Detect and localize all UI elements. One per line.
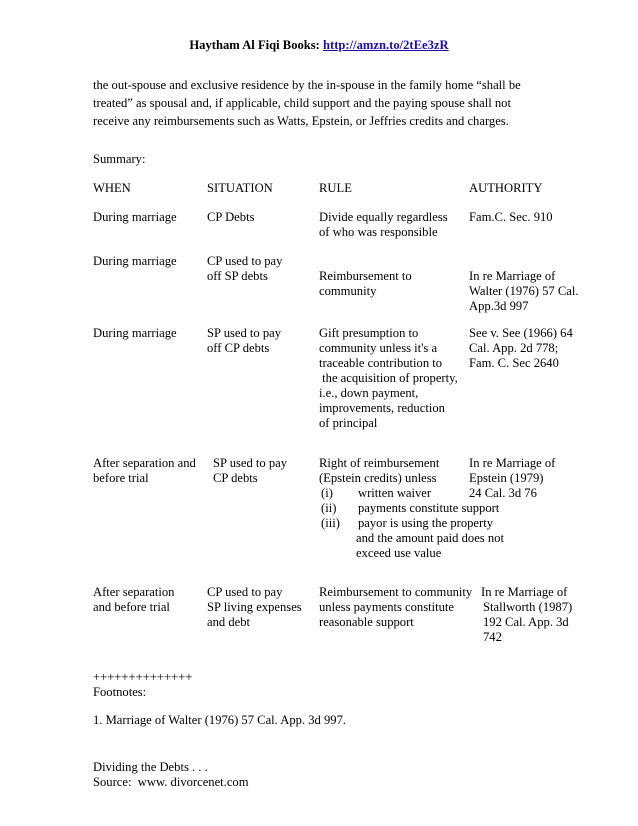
cell-authority: In re Marriage of [481,585,568,599]
header-label: Haytham Al Fiqi Books: [189,38,324,52]
cell-when: During marriage [93,326,177,340]
intro-line: treated” as spousal and, if applicable, child support and the paying spouse shall not [93,96,511,110]
cell-rule: reasonable support [319,615,414,629]
header-when: WHEN [93,181,131,195]
cell-when: During marriage [93,254,177,268]
cell-situation: CP debts [213,471,258,485]
separator-line: ++++++++++++++ [93,670,193,684]
cell-rule: unless payments constitute [319,600,455,614]
cell-situation: CP used to pay [207,254,283,268]
cell-situation: off SP debts [207,269,268,283]
cell-rule: Right of reimbursement [319,456,440,470]
footnote-item: 1. Marriage of Walter (1976) 57 Cal. App. 3d 997. [93,713,347,727]
cell-situation: and debt [207,615,251,629]
cell-rule: community [319,284,377,298]
rule-list-num: (ii) [321,501,337,515]
cell-when: before trial [93,471,149,485]
footer-title: Dividing the Debts . . . [93,760,208,774]
cell-rule: i.e., down payment, [319,386,419,400]
cell-authority: 742 [483,630,502,644]
cell-authority: Epstein (1979) [469,471,544,485]
cell-rule: (Epstein credits) unless [319,471,437,485]
header-authority: AUTHORITY [469,181,543,195]
cell-rule: and the amount paid does not [356,531,504,545]
page-header [0,38,638,53]
cell-rule: of principal [319,416,378,430]
footnotes-label: Footnotes: [93,685,147,699]
cell-rule: improvements, reduction [319,401,445,415]
cell-when: After separation [93,585,175,599]
intro-line: the out-spouse and exclusive residence by the in-spouse in the family home “shall be [93,78,521,92]
header-link[interactable]: http://amzn.to/2tEe3zR [323,38,449,52]
cell-rule: traceable contribution to [319,356,443,370]
rule-list-text: payor is using the property [358,516,494,530]
cell-situation: SP living expenses [207,600,302,614]
cell-authority: Fam. C. Sec 2640 [469,356,559,370]
cell-rule: the acquisition of property, [319,371,458,385]
cell-rule: Reimbursement to [319,269,412,283]
cell-rule: exceed use value [356,546,442,560]
cell-situation: SP used to pay [207,326,282,340]
cell-rule: community unless it's a [319,341,438,355]
cell-authority: In re Marriage of [469,456,556,470]
rule-list-text: payments constitute support [358,501,500,515]
rule-list-text: written waiver [358,486,432,500]
footer-source: Source: www. divorcenet.com [93,775,249,789]
header-situation: SITUATION [207,181,273,195]
cell-when: and before trial [93,600,170,614]
cell-authority: See v. See (1966) 64 [469,326,573,340]
cell-rule: Divide equally regardless [319,210,448,224]
cell-authority: 24 Cal. 3d 76 [469,486,537,500]
cell-when: During marriage [93,210,177,224]
cell-authority: Stallworth (1987) [483,600,573,614]
rule-list-num: (i) [321,486,333,500]
summary-label: Summary: [93,152,146,166]
cell-rule: Reimbursement to community [319,585,473,599]
cell-situation: off CP debts [207,341,270,355]
cell-situation: CP used to pay [207,585,283,599]
cell-authority: Cal. App. 2d 778; [469,341,559,355]
cell-authority: 192 Cal. App. 3d [483,615,569,629]
cell-authority: In re Marriage of [469,269,556,283]
cell-authority: Walter (1976) 57 Cal. [469,284,579,298]
rule-list-num: (iii) [321,516,340,530]
cell-rule: of who was responsible [319,225,438,239]
header-rule: RULE [319,181,352,195]
cell-situation: SP used to pay [213,456,288,470]
cell-situation: CP Debts [207,210,255,224]
cell-authority: Fam.C. Sec. 910 [469,210,553,224]
intro-line: receive any reimbursements such as Watts, Epstein, or Jeffries credits and charges. [93,114,509,128]
cell-authority: App.3d 997 [469,299,529,313]
cell-when: After separation and [93,456,196,470]
cell-rule: Gift presumption to [319,326,419,340]
